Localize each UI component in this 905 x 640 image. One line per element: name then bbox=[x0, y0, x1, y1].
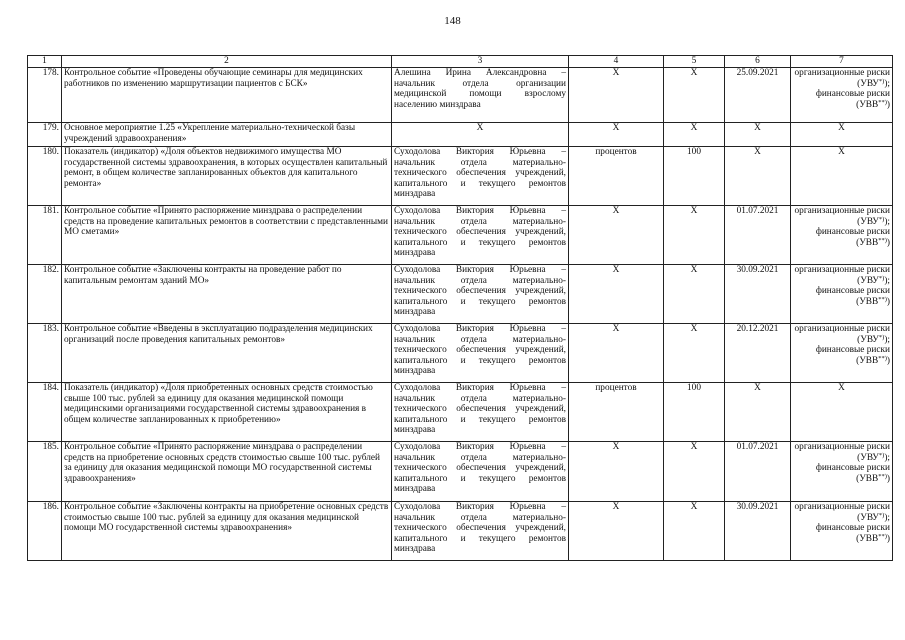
risk-financial: финансовые риски (УВВ**)) bbox=[815, 463, 890, 484]
value-cell: X bbox=[664, 205, 725, 264]
unit-cell: X bbox=[569, 205, 664, 264]
risk-cell: X bbox=[791, 382, 893, 441]
risk-cell bbox=[791, 205, 893, 264]
header-row bbox=[28, 56, 893, 68]
responsible-person: Суходолова Виктория Юрьевна – начальник отдела материально-технического обеспечения учреждений, капитального и текущего ремонтов минздрава bbox=[392, 382, 569, 441]
column-header-3: 3 bbox=[392, 56, 569, 68]
row-number: 181. bbox=[28, 205, 62, 264]
risk-organizational: организационные риски (УВУ*)); bbox=[794, 502, 890, 523]
risk-financial: финансовые риски (УВВ**)) bbox=[815, 227, 890, 248]
responsible-person: Суходолова Виктория Юрьевна – начальник отдела материально-технического обеспечения учреждений, капитального и текущего ремонтов минздрава bbox=[392, 264, 569, 323]
risk-organizational: организационные риски (УВУ*)); bbox=[794, 68, 890, 89]
risk-financial: финансовые риски (УВВ**)) bbox=[815, 286, 890, 307]
risk-organizational: организационные риски (УВУ*)); bbox=[794, 324, 890, 345]
activity-description: Контрольное событие «Проведены обучающие семинары для медицинских работников по изменению маршрутизации пациентов с БСК» bbox=[62, 67, 392, 122]
page-number: 148 bbox=[444, 15, 461, 27]
table-row bbox=[28, 205, 893, 264]
value-cell: X bbox=[664, 264, 725, 323]
table-row bbox=[28, 501, 893, 560]
responsible-person: Суходолова Виктория Юрьевна – начальник отдела материально-технического обеспечения учреждений, капитального и текущего ремонтов минздрава bbox=[392, 441, 569, 501]
responsible-person: Алешина Ирина Александровна – начальник отдела организации медицинской помощи взрослому населению минздрава bbox=[392, 67, 569, 122]
date-cell: 30.09.2021 bbox=[725, 501, 791, 560]
value-cell: X bbox=[664, 323, 725, 382]
responsible-person: X bbox=[392, 122, 569, 146]
risk-cell bbox=[791, 323, 893, 382]
date-cell: X bbox=[725, 382, 791, 441]
activity-description: Контрольное событие «Введены в эксплуатацию подразделения медицинских организаций после проведения капитальных ремонтов» bbox=[62, 323, 392, 382]
column-header-4: 4 bbox=[569, 56, 664, 68]
value-cell: X bbox=[664, 501, 725, 560]
column-header-1: 1 bbox=[28, 56, 62, 68]
table-row bbox=[28, 146, 893, 205]
risk-cell: X bbox=[791, 146, 893, 205]
value-cell: X bbox=[664, 67, 725, 122]
value-cell: X bbox=[664, 441, 725, 501]
risk-cell bbox=[791, 264, 893, 323]
column-header-5: 5 bbox=[664, 56, 725, 68]
value-cell: 100 bbox=[664, 146, 725, 205]
date-cell: X bbox=[725, 146, 791, 205]
risk-organizational: организационные риски (УВУ*)); bbox=[794, 206, 890, 227]
activity-description: Контрольное событие «Принято распоряжение минздрава о распределении средств на проведение капитальных ремонтов в соответствии с представленными МО сметами» bbox=[62, 205, 392, 264]
activity-description: Контрольное событие «Заключены контракты на приобретение основных средств стоимостью свыше 100 тыс. рублей за единицу для оказания медицинской помощи МО государственной системы здравоохранения» bbox=[62, 501, 392, 560]
column-header-7: 7 bbox=[791, 56, 893, 68]
table-row bbox=[28, 122, 893, 146]
responsible-person: Суходолова Виктория Юрьевна – начальник отдела материально-технического обеспечения учреждений, капитального и текущего ремонтов минздрава bbox=[392, 205, 569, 264]
responsible-person: Суходолова Виктория Юрьевна – начальник отдела материально-технического обеспечения учреждений, капитального и текущего ремонтов минздрава bbox=[392, 501, 569, 560]
risk-cell bbox=[791, 501, 893, 560]
unit-cell: X bbox=[569, 122, 664, 146]
risk-cell bbox=[791, 441, 893, 501]
row-number: 185. bbox=[28, 441, 62, 501]
date-cell: X bbox=[725, 122, 791, 146]
table-row bbox=[28, 264, 893, 323]
column-header-6: 6 bbox=[725, 56, 791, 68]
risk-cell: X bbox=[791, 122, 893, 146]
row-number: 186. bbox=[28, 501, 62, 560]
risk-organizational: организационные риски (УВУ*)); bbox=[794, 265, 890, 286]
responsible-person: Суходолова Виктория Юрьевна – начальник отдела материально-технического обеспечения учреждений, капитального и текущего ремонтов минздрава bbox=[392, 146, 569, 205]
responsible-person: Суходолова Виктория Юрьевна – начальник отдела материально-технического обеспечения учреждений, капитального и текущего ремонтов минздрава bbox=[392, 323, 569, 382]
date-cell: 01.07.2021 bbox=[725, 205, 791, 264]
plan-table bbox=[27, 55, 893, 561]
unit-cell: процентов bbox=[569, 146, 664, 205]
row-number: 178. bbox=[28, 67, 62, 122]
row-number: 183. bbox=[28, 323, 62, 382]
table-row bbox=[28, 441, 893, 501]
unit-cell: X bbox=[569, 264, 664, 323]
row-number: 184. bbox=[28, 382, 62, 441]
activity-description: Показатель (индикатор) «Доля объектов недвижимого имущества МО государственной системы здравоохранения, в которых осуществлен капитальный ремонт, в общем количестве запланированных объектов для капитального ремонта» bbox=[62, 146, 392, 205]
date-cell: 20.12.2021 bbox=[725, 323, 791, 382]
column-header-2: 2 bbox=[62, 56, 392, 68]
activity-description: Контрольное событие «Принято распоряжение минздрава о распределении средств на приобретение основных средств стоимостью свыше 100 тыс. рублей за единицу для оказания медицинской помощи МО государственной системы здравоохранения» bbox=[62, 441, 392, 501]
activity-description: Показатель (индикатор) «Доля приобретенных основных средств стоимостью свыше 100 тыс. рублей за единицу для оказания медицинской помощи медицинскими организациями государственной системы здравоохранения в общем количестве запланированных к приобретению» bbox=[62, 382, 392, 441]
date-cell: 25.09.2021 bbox=[725, 67, 791, 122]
risk-financial: финансовые риски (УВВ**)) bbox=[815, 523, 890, 544]
unit-cell: X bbox=[569, 323, 664, 382]
table-row bbox=[28, 382, 893, 441]
risk-cell bbox=[791, 67, 893, 122]
unit-cell: X bbox=[569, 67, 664, 122]
risk-financial: финансовые риски (УВВ**)) bbox=[815, 345, 890, 366]
row-number: 180. bbox=[28, 146, 62, 205]
unit-cell: процентов bbox=[569, 382, 664, 441]
unit-cell: X bbox=[569, 501, 664, 560]
activity-description: Основное мероприятие 1.25 «Укрепление материально-технической базы учреждений здравоохранения» bbox=[62, 122, 392, 146]
date-cell: 30.09.2021 bbox=[725, 264, 791, 323]
value-cell: 100 bbox=[664, 382, 725, 441]
risk-organizational: организационные риски (УВУ*)); bbox=[794, 442, 890, 463]
table-row bbox=[28, 67, 893, 122]
row-number: 179. bbox=[28, 122, 62, 146]
risk-financial: финансовые риски (УВВ**)) bbox=[815, 89, 890, 110]
table-row bbox=[28, 323, 893, 382]
unit-cell: X bbox=[569, 441, 664, 501]
activity-description: Контрольное событие «Заключены контракты на проведение работ по капитальным ремонтам зданий МО» bbox=[62, 264, 392, 323]
value-cell: X bbox=[664, 122, 725, 146]
row-number: 182. bbox=[28, 264, 62, 323]
date-cell: 01.07.2021 bbox=[725, 441, 791, 501]
